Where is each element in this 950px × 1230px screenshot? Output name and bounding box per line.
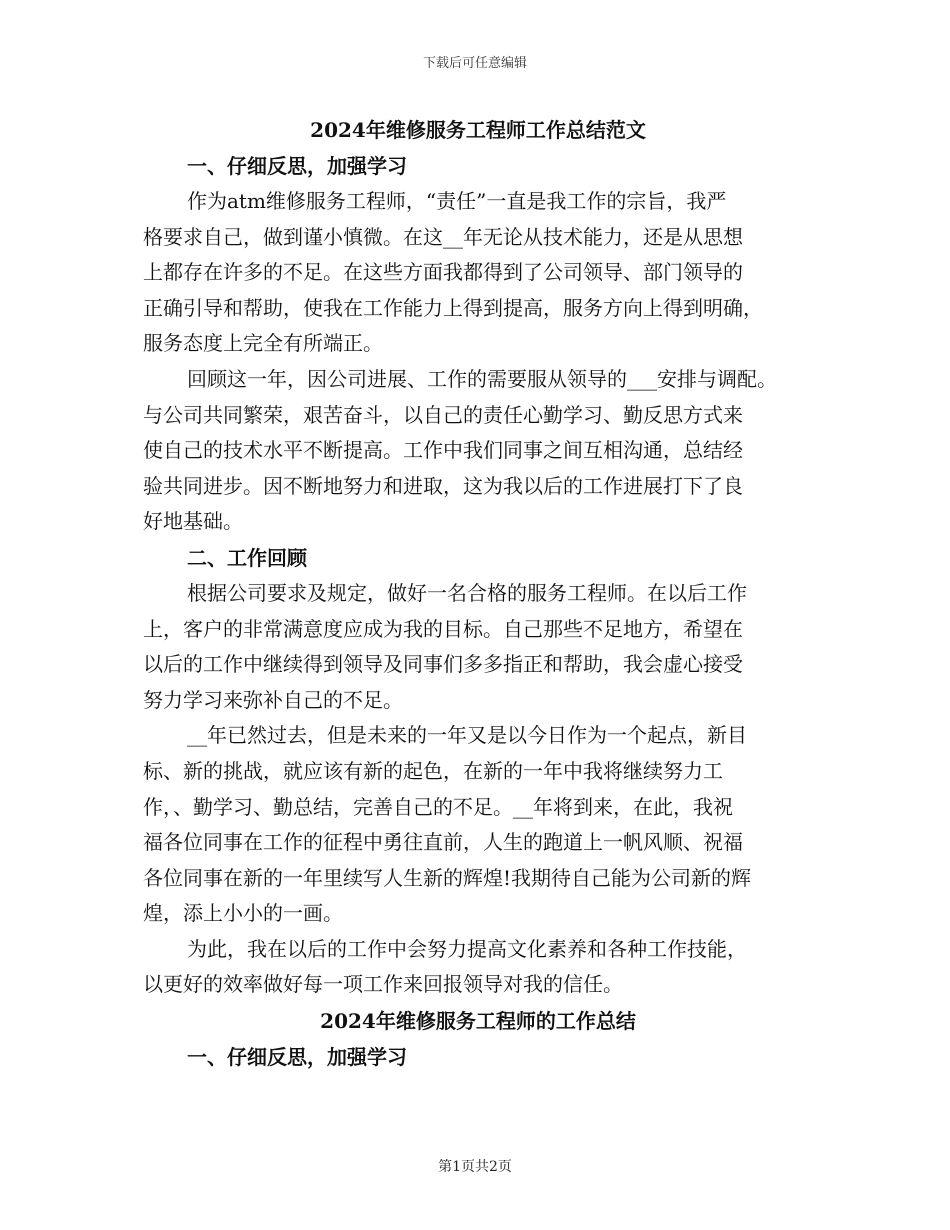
- paragraph-line: 煌，添上小小的一画。: [143, 901, 343, 926]
- document-body: [143, 112, 813, 1075]
- paragraph-line: 以后的工作中继续得到领导及同事们多多指正和帮助，我会虚心接受: [143, 652, 743, 677]
- paragraph-review-year: [143, 362, 813, 540]
- section-heading-reflection: 一、仔细反思，加强学习: [187, 154, 407, 178]
- paragraph-line: 作，、勤学习、勤总结，完善自己的不足。__年将到来，在此，我祝: [143, 794, 733, 819]
- paragraph-line: 正确引导和帮助，使我在工作能力上得到提高，服务方向上得到明确，: [143, 295, 763, 320]
- paragraph-requirements: [143, 576, 813, 718]
- paragraph-line: 努力学习来弥补自己的不足。: [143, 687, 403, 712]
- document-title: 2024年维修服务工程师工作总结范文: [310, 118, 646, 142]
- paragraph-line: 验共同进步。因不断地努力和进取，这为我以后的工作进展打下了良: [143, 473, 743, 498]
- paragraph-conclusion: [143, 932, 813, 1003]
- paragraph-line: 服务态度上完全有所端正。: [143, 331, 383, 356]
- paragraph-line: 根据公司要求及规定，做好一名合格的服务工程师。在以后工作: [187, 580, 747, 605]
- second-section-heading: 一、仔细反思，加强学习: [187, 1045, 407, 1070]
- paragraph-line: 上，客户的非常满意度应成为我的目标。自己那些不足地方，希望在: [143, 616, 743, 641]
- paragraph-line: 各位同事在新的一年里续写人生新的辉煌!我期待自己能为公司新的辉: [143, 865, 752, 890]
- paragraph-line: 上都存在许多的不足。在这些方面我都得到了公司领导、部门领导的: [143, 260, 743, 285]
- header-note: 下载后可任意编辑: [422, 56, 527, 71]
- paragraph-line: 福各位同事在工作的征程中勇往直前，人生的跑道上一帆风顺、祝福: [143, 830, 743, 855]
- paragraph-line: 格要求自己，做到谨小慎微。在这__年无论从技术能力，还是从思想: [143, 224, 743, 249]
- page-footer: 第1页共2页: [438, 1159, 512, 1175]
- paragraph-line: 回顾这一年，因公司进展、工作的需要服从领导的___安排与调配。: [187, 366, 777, 391]
- paragraph-new-year: [143, 718, 813, 932]
- section-heading-work-review: 二、工作回顾: [187, 545, 307, 570]
- paragraph-line: __年已然过去，但是未来的一年又是以今日作为一个起点，新目: [187, 723, 747, 748]
- paragraph-line: 标、新的挑战，就应该有新的起色，在新的一年中我将继续努力工: [143, 758, 723, 783]
- paragraph-line: 与公司共同繁荣，艰苦奋斗，以自己的责任心勤学习、勤反思方式来: [143, 402, 743, 427]
- paragraph-line: 为此，我在以后的工作中会努力提高文化素养和各种工作技能，: [187, 936, 747, 961]
- paragraph-line: 以更好的效率做好每一项工作来回报领导对我的信任。: [143, 972, 623, 997]
- paragraph-line: 好地基础。: [143, 509, 243, 534]
- second-document-title: 2024年维修服务工程师的工作总结: [320, 1009, 636, 1034]
- paragraph-line: 使自己的技术水平不断提高。工作中我们同事之间互相沟通，总结经: [143, 438, 743, 463]
- paragraph-line: 作为atm维修服务工程师，“责任”一直是我工作的宗旨，我严: [187, 189, 727, 213]
- paragraph-responsibility: [143, 184, 813, 362]
